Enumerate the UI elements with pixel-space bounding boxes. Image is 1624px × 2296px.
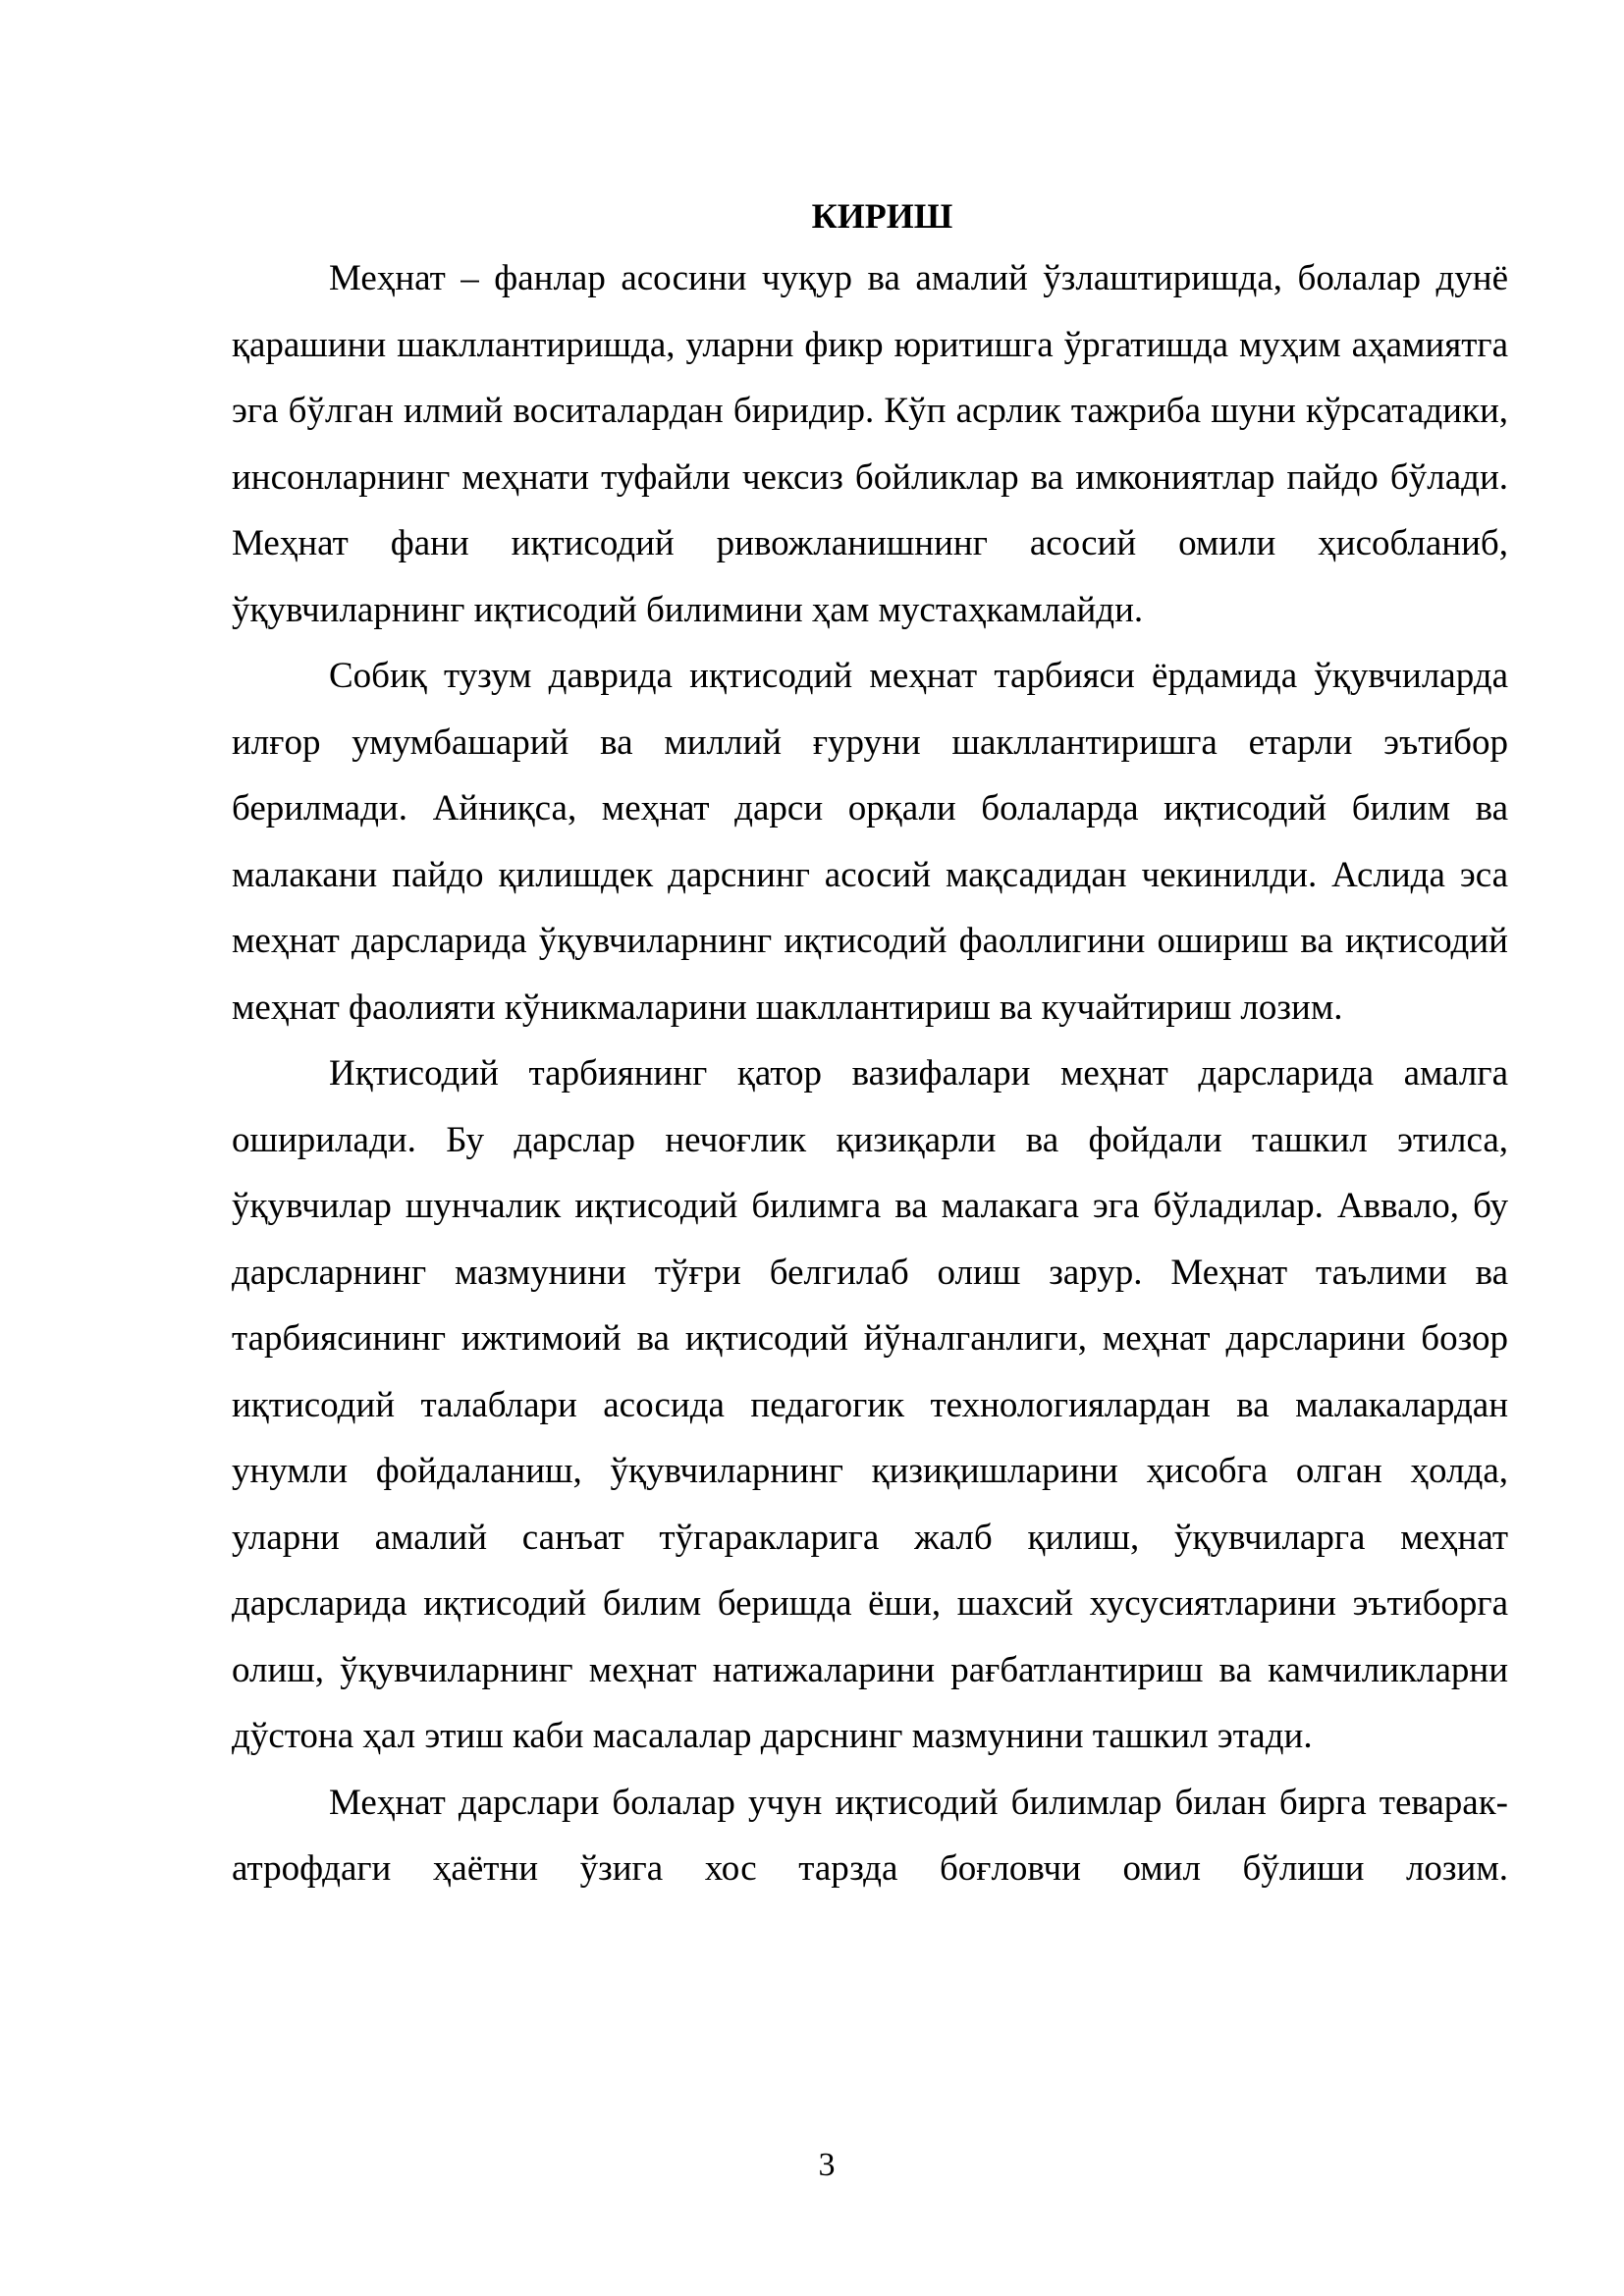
paragraph-3: Иқтисодий тарбиянинг қатор вазифалари меҳнат дарсларида амалга оширилади. Бу дарслар нечоғлик қизиқарли ва фойдали ташкил этилса, ўқувчилар шунчалик иқтисодий билимга ва малакага эга бўладилар. Аввало, бу дарсларнинг мазмунини тўғри белгилаб олиш зарур. Меҳнат таълими ва тарбиясининг ижтимоий ва иқтисодий йўналганлиги, меҳнат дарсларини бозор иқтисодий талаблари асосида педагогик технологиялардан ва малакалардан унумли фойдаланиш, ўқувчиларнинг қизиқишларини ҳисобга олган ҳолда, уларни амалий санъат тўгаракларига жалб қилиш, ўқувчиларга меҳнат дарсларида иқтисодий билим беришда ёши, шахсий хусусиятларини эътиборга олиш, ўқувчиларнинг меҳнат натижаларини рағбатлантириш ва камчиликларни дўстона ҳал этиш каби масалалар дарснинг мазмунини ташкил этади. [232,1053,1508,1756]
paragraph-2: Собиқ тузум даврида иқтисодий меҳнат тарбияси ёрдамида ўқувчиларда илғор умумбашарий ва миллий ғуруни шакллантиришга етарли эътибор берилмади. Айниқса, меҳнат дарси орқали болаларда иқтисодий билим ва малакани пайдо қилишдек дарснинг асосий мақсадидан чекинилди. Аслида эса меҳнат дарсларида ўқувчиларнинг иқтисодий фаоллигини ошириш ва иқтисодий меҳнат фаолияти кўникмаларини шакллантириш ва кучайтириш лозим. [232,656,1508,1028]
page-number: 3 [818,2147,836,2183]
paragraph-4: Меҳнат дарслари болалар учун иқтисодий билимлар билан бирга теварак-атрофдаги ҳаётни ўзига хос тарзда боғловчи омил бўлиши лозим. [232,1782,1508,1889]
page-content [232,187,1508,1902]
page-title: КИРИШ [811,196,953,236]
paragraph-1: Меҳнат – фанлар асосини чуқур ва амалий ўзлаштиришда, болалар дунё қарашини шакллантиришда, уларни фикр юритишга ўргатишда муҳим аҳамиятга эга бўлган илмий воситалардан биридир. Кўп асрлик тажриба шуни кўрсатадики, инсонларнинг меҳнати туфайли чексиз бойликлар ва имкониятлар пайдо бўлади. Меҳнат фани иқтисодий ривожланишнинг асосий омили ҳисобланиб, ўқувчиларнинг иқтисодий билимини ҳам мустаҳкамлайди. [232,258,1508,630]
